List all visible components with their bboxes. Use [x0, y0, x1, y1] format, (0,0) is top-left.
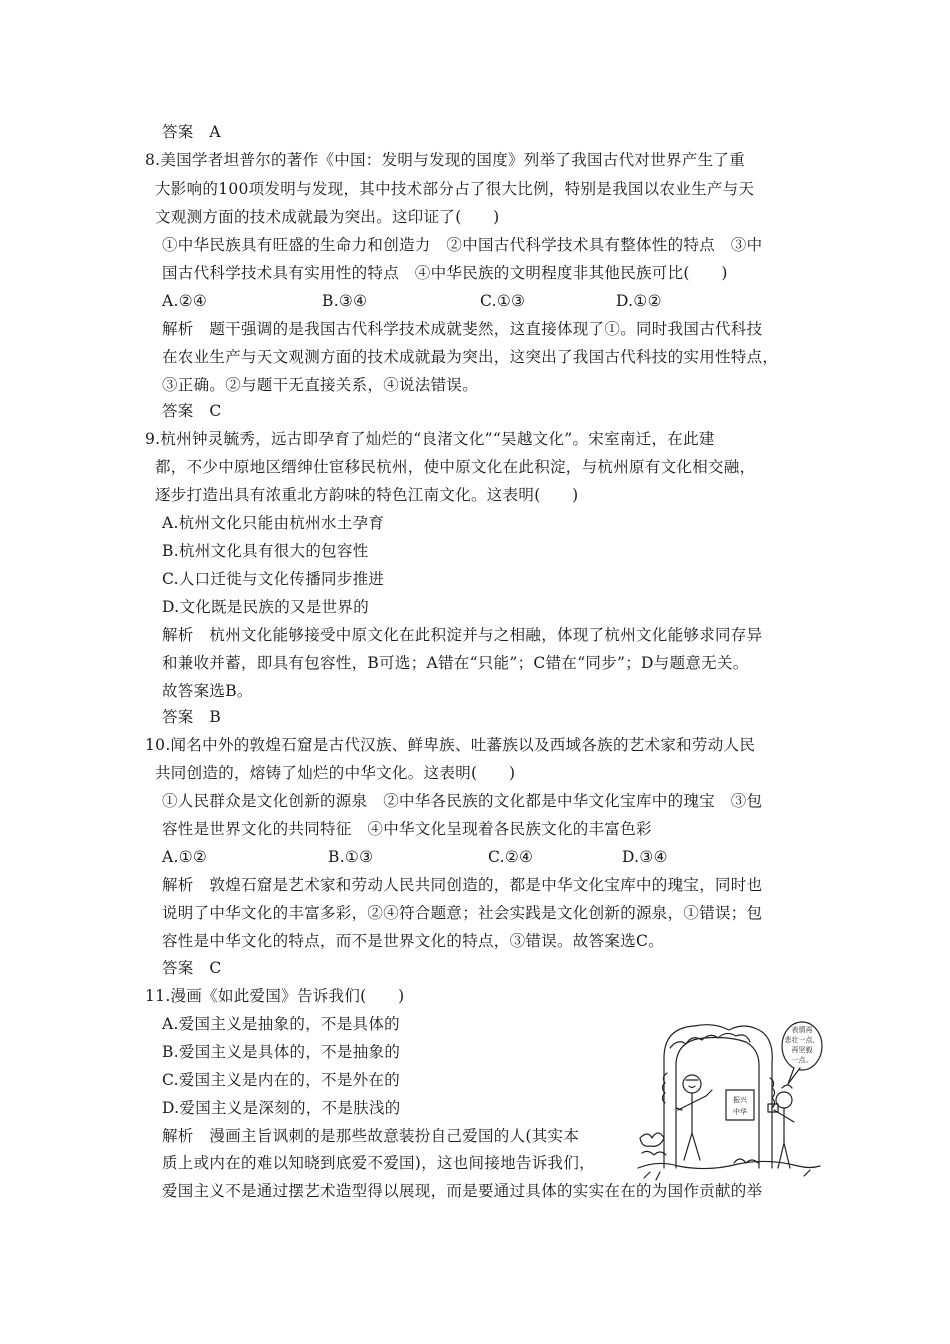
q11-stem: 11.漫画《如此爱国》告诉我们( ) [145, 987, 405, 1005]
q9-stem-line-3: 逐步打造出具有浓重北方韵味的特色江南文化。这表明( ) [155, 486, 579, 504]
cartoon-image [634, 1018, 824, 1186]
q10-option-c: C.②④ [488, 848, 534, 866]
q9-option-b: B.杭州文化具有很大的包容性 [162, 542, 369, 560]
q8-analysis-line-1: 解析 题干强调的是我国古代科学技术成就斐然，这直接体现了①。同时我国古代科技 [162, 320, 763, 338]
q10-statements-line-2: 容性是世界文化的共同特征 ④中华文化呈现着各民族文化的丰富色彩 [162, 820, 652, 838]
speech-line-1: 表情再 [791, 1027, 813, 1034]
sign-line-2: 中华 [733, 1109, 747, 1116]
answer-q7: 答案 A [162, 123, 221, 141]
q8-option-d: D.①② [616, 292, 662, 310]
q10-statements-line-1: ①人民群众是文化创新的源泉 ②中华各民族的文化都是中华文化宝库中的瑰宝 ③包 [162, 792, 763, 810]
q9-analysis-line-1: 解析 杭州文化能够接受中原文化在此积淀并与之相融，体现了杭州文化能够求同存异 [162, 626, 763, 644]
q8-option-a: A.②④ [162, 292, 208, 310]
q8-option-b: B.③④ [322, 292, 368, 310]
q10-option-d: D.③④ [622, 848, 668, 866]
q9-option-c: C.人口迁徙与文化传播同步推进 [162, 570, 385, 588]
q8-analysis-line-3: ③正确。②与题干无直接关系，④说法错误。 [162, 376, 479, 394]
q9-analysis-line-2: 和兼收并蓄，即具有包容性，B可选；A错在“只能”；C错在“同步”；D与题意无关。 [162, 654, 749, 672]
q11-analysis-line-2: 质上或内在的难以知晓到底爱不爱国)，这也间接地告诉我们， [162, 1154, 595, 1172]
q8-stem-line-2: 大影响的100项发明与发现，其中技术部分占了很大比例，特别是我国以农业生产与天 [155, 180, 755, 198]
q8-analysis-line-2: 在农业生产与天文观测方面的技术成就最为突出，这突出了我国古代科技的实用性特点， [162, 348, 779, 366]
q10-stem-line-2: 共同创造的，熔铸了灿烂的中华文化。这表明( ) [155, 764, 516, 782]
speech-line-4: 一点。 [791, 1057, 813, 1064]
q9-analysis-line-3: 故答案选B。 [162, 682, 253, 700]
speech-line-3: 再坚毅 [791, 1047, 813, 1054]
q8-stem-line-1: 8.美国学者坦普尔的著作《中国：发明与发现的国度》列举了我国古代对世界产生了重 [145, 151, 745, 169]
answer-q10: 答案 C [162, 959, 222, 977]
q9-stem-line-2: 都，不少中原地区缙绅仕宦移民杭州，使中原文化在此积淀，与杭州原有文化相交融， [155, 458, 756, 476]
q10-stem-line-1: 10.闻名中外的敦煌石窟是古代汉族、鲜卑族、吐蕃族以及西域各族的艺术家和劳动人民 [145, 736, 756, 754]
q9-option-d: D.文化既是民族的又是世界的 [162, 598, 370, 616]
q9-stem-line-1: 9.杭州钟灵毓秀，远古即孕育了灿烂的“良渚文化”“吴越文化”。宋室南迁，在此建 [145, 430, 715, 448]
sign-line-1: 振兴 [733, 1097, 747, 1104]
speech-line-2: 悲壮一点， [784, 1037, 820, 1044]
q8-statements-line-2: 国古代科学技术具有实用性的特点 ④中华民族的文明程度非其他民族可比( ) [162, 264, 728, 282]
q11-analysis-line-1: 解析 漫画主旨讽刺的是那些故意装扮自己爱国的人(其实本 [162, 1127, 580, 1145]
q11-option-b: B.爱国主义是具体的，不是抽象的 [162, 1043, 401, 1061]
answer-q8: 答案 C [162, 402, 222, 420]
q11-option-d: D.爱国主义是深刻的，不是肤浅的 [162, 1099, 401, 1117]
q10-analysis-line-3: 容性是中华文化的特点，而不是世界文化的特点，③错误。故答案选C。 [162, 932, 664, 950]
q8-stem-line-3: 文观测方面的技术成就最为突出。这印证了( ) [155, 208, 500, 226]
q10-analysis-line-1: 解析 敦煌石窟是艺术家和劳动人民共同创造的，都是中华文化宝库中的瑰宝，同时也 [162, 876, 763, 894]
q8-option-c: C.①③ [480, 292, 526, 310]
answer-q9: 答案 B [162, 708, 222, 726]
q10-option-b: B.①③ [328, 848, 374, 866]
q10-analysis-line-2: 说明了中华文化的丰富多彩，②④符合题意；社会实践是文化创新的源泉，①错误；包 [162, 904, 763, 922]
q11-option-a: A.爱国主义是抽象的，不是具体的 [162, 1015, 400, 1033]
q10-option-a: A.①② [162, 848, 208, 866]
q8-statements-line-1: ①中华民族具有旺盛的生命力和创造力 ②中国古代科学技术具有整体性的特点 ③中 [162, 236, 763, 254]
q11-analysis-line-3: 爱国主义不是通过摆艺术造型得以展现，而是要通过具体的实实在在的为国作贡献的举 [162, 1182, 763, 1200]
q11-option-c: C.爱国主义是内在的，不是外在的 [162, 1071, 401, 1089]
q9-option-a: A.杭州文化只能由杭州水土孕育 [162, 514, 385, 532]
